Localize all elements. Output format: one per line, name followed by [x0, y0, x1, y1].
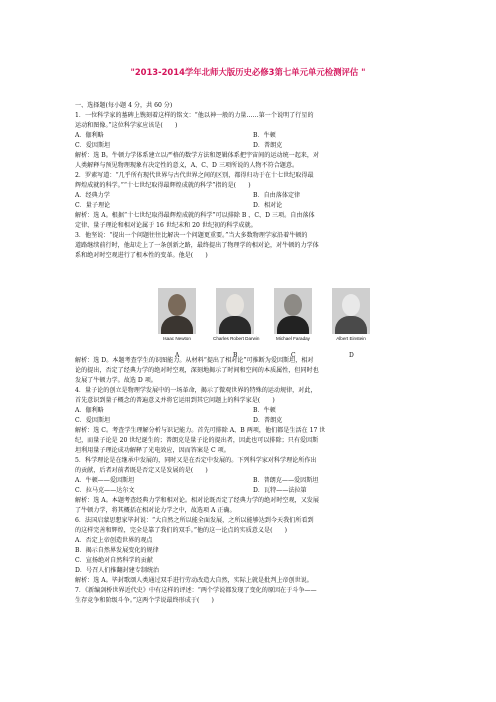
q2-line: 辉煌成就的科学。”“十七世纪取得最辉煌成就的科学”指的是( ): [75, 182, 251, 189]
portrait-caption: Albert Einstein: [336, 336, 366, 341]
q1-options: [75, 131, 430, 141]
q1-line: 运动和图像。”这位科学家应该是( ): [75, 122, 178, 129]
q5-analysis: 了牛顿力学，将其概括在相对论力学之中，故选项 A 正确。: [75, 507, 236, 514]
question-block: [75, 356, 430, 606]
option: D．普朗克: [253, 142, 283, 149]
q3-analysis: 论的提出，否定了经典力学的绝对时空观，深刻地揭示了时间和空间的本质属性，但同时也: [75, 367, 319, 374]
portrait-figure: [145, 288, 385, 358]
document-title: "2013-2014学年北师大版历史必修3第七单元单元检测评估 ": [130, 67, 366, 77]
option: A．经典力学: [75, 192, 110, 199]
q6-option: D．号召人们推翻封建专制统治: [75, 567, 160, 574]
q4-analysis: 纪，而量子论是 20 世纪诞生的；普朗克是量子论的提出者，因此也可以排除；只有爱因斯: [75, 437, 319, 444]
q2-analysis: 解析：选 A。根据“十七世纪取得最辉煌成就的科学”可以排除 B 、C、D 三项。自由落体: [75, 212, 315, 219]
portrait-einstein: [329, 288, 373, 342]
portrait-faraday: [271, 288, 315, 342]
q5-analysis: 解析：选 A。本题考查经典力学和相对论。相对论既否定了经典力学的绝对时空观，又发展: [75, 497, 319, 504]
q4-options: [75, 406, 430, 416]
portrait-image: [274, 288, 312, 334]
q3-analysis: 发展了牛顿力学。故选 D 项。: [75, 377, 157, 384]
q4-line: 4．量子论的创立是物理学发展中的一场革命，揭示了微观世界的特殊的运动规律，对此，: [75, 387, 317, 394]
q1-line: 1．一位科学家的墓碑上镌刻着这样的铭文：“他以神一般的力量……第一个说明了行星的: [75, 112, 314, 119]
option: C．量子理论: [75, 202, 111, 209]
portrait-image: [332, 288, 370, 334]
q4-analysis: 坦利用量子理论成功解释了光电效应，因而答案是 C 项。: [75, 447, 230, 454]
q6-analysis: 解析：选 A。毕封歌颂人类通过双手进行劳动改造大自然，实际上就是批判上帝创世说。: [75, 577, 313, 584]
q2-analysis: 定律、量子理论和相对论属于 16 世纪末和 20 世纪初的科学成就。: [75, 222, 257, 229]
portrait-image: [158, 288, 196, 334]
portrait-image: [216, 288, 254, 334]
q5-line: 5．科学理论是在继承中发展的，同时又是在否定中发展的。下列科学家对科学理论所作出: [75, 457, 317, 464]
q4-options: [75, 416, 430, 426]
option: D．相对论: [253, 202, 283, 209]
q2-options: [75, 191, 430, 201]
q6-option: B．揭示自然界发展变化的规律: [75, 547, 159, 554]
option: B．普朗克——爱因斯坦: [253, 477, 319, 484]
q7-line: 生存竞争和阶级斗争。”这两个学说最终形成于( ): [75, 597, 214, 604]
option: D．普朗克: [253, 417, 283, 424]
portrait-letter: B: [233, 352, 238, 359]
option: B．自由落体定律: [253, 192, 301, 199]
option: C．爱因斯坦: [75, 142, 111, 149]
portrait-letter: D: [349, 352, 354, 359]
q3-line: 道路继续前行时，他却走上了一条创新之路，最终提出了物理学的相对论，对牛顿的力学体: [75, 242, 319, 249]
q6-line: 的这样完善和辉煌，完全是靠了我们的双手。”他的这一论点的实质意义是( ): [75, 527, 288, 534]
q6-option: A．否定上帝创造世界的观点: [75, 537, 153, 544]
option: B．牛顿: [253, 132, 276, 139]
option: B．牛顿: [253, 407, 276, 414]
q1-options: [75, 141, 430, 151]
q1-analysis: 解析：选 B。牛顿力学体系建立以严格的数学方法和逻辑体系把宇宙间的运动统一起来，对: [75, 152, 320, 159]
portrait-letter: C: [291, 352, 296, 359]
q5-options: [75, 486, 430, 496]
q2-line: 2．罗素写道：“几乎所有现代世界与古代世界之间的区别，都得归功于在十七世纪取得最: [75, 172, 314, 179]
q6-line: 6．法国启蒙思想家毕封说：“大自然之所以能全面发展，之所以能够达到今天我们所看到: [75, 517, 314, 524]
q6-option: C．宣扬绝对自然科学的贡献: [75, 557, 153, 564]
q3-line: 系和绝对时空观进行了根本性的变革。他是( ): [75, 252, 208, 259]
q5-line: 的贡献，后者对前者既是否定又是发展的是( ): [75, 467, 208, 474]
portrait-darwin: [213, 288, 260, 342]
option: A．牛顿——爱因斯坦: [75, 477, 135, 484]
portrait-caption: Michael Faraday: [276, 336, 310, 341]
section-heading: 一、选择题(每小题 4 分，共 60 分): [75, 102, 173, 109]
question-block: [75, 101, 430, 261]
q7-line: 7．《新编剑桥世界近代史》中有这样的评述：“两个学说都发现了变化的原因在于斗争——: [75, 587, 317, 594]
q2-options: [75, 201, 430, 211]
portrait-caption: Charles Robert Darwin: [213, 336, 260, 341]
q4-line: 首先意识到量子概念的普遍意义并将它运用到其它问题上的科学家是( ): [75, 397, 275, 404]
q3-analysis: 解析：选 D。本题考查学生的识图能力。从材料“提出了相对论”可推断为爱因斯坦，相对: [75, 357, 314, 364]
q5-options: [75, 476, 430, 486]
option: A．伽利略: [75, 407, 104, 414]
portrait-newton: [155, 288, 199, 342]
portrait-letter: A: [175, 352, 180, 359]
portrait-caption: Isaac Newton: [163, 336, 191, 341]
q3-line: 3．他坚说：“提出一个问题往往比解决一个问题更重要。”当大多数物理学家沿着牛顿的: [75, 232, 308, 239]
option: C．爱因斯坦: [75, 417, 111, 424]
q1-analysis: 人类解释与预见物理现象有决定性的意义，A、C、D 三项所说的人物不符合题意。: [75, 162, 299, 169]
option: D．瓦特——法拉第: [253, 487, 307, 494]
option: A．伽利略: [75, 132, 104, 139]
option: C．拉马克——达尔文: [75, 487, 135, 494]
q4-analysis: 解析：选 C。考查学生理解分析与识记能力。首先可排除 A、B 两项，他们都是生活在 17 世: [75, 427, 326, 434]
